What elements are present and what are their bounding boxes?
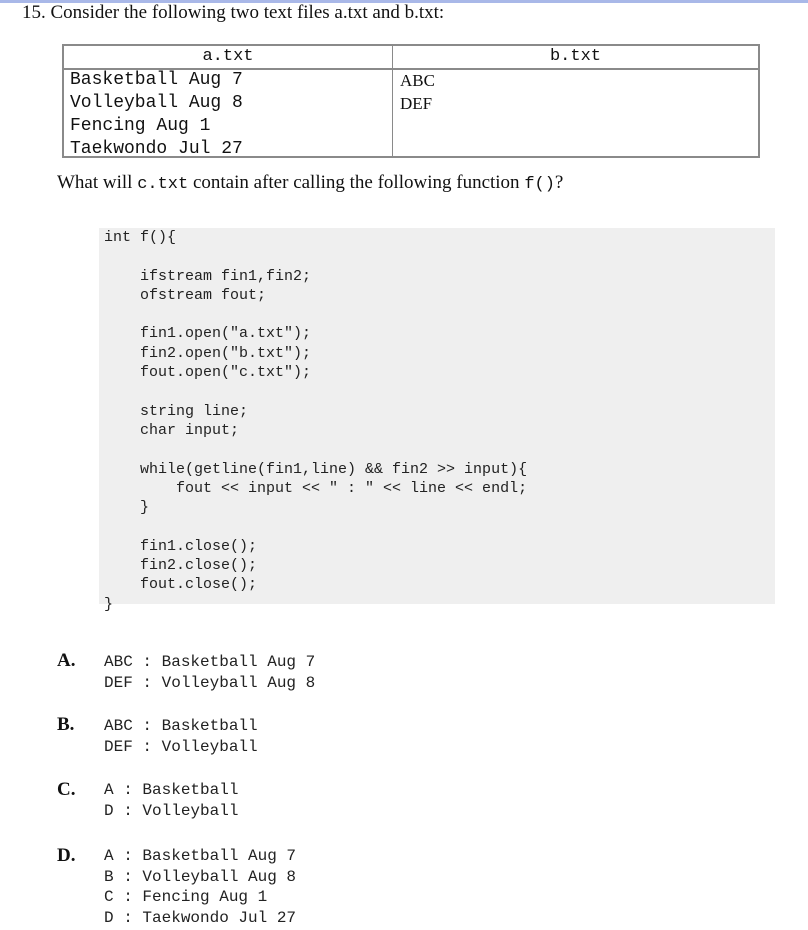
option-b-letter: B. [57, 714, 75, 735]
option-c-letter: C. [57, 779, 76, 800]
header-b-txt: b.txt [549, 47, 601, 66]
question-title: 15. Consider the following two text files a.txt and b.txt: [22, 2, 445, 23]
code-line [104, 440, 527, 459]
a-txt-line: Volleyball Aug 8 [70, 93, 243, 113]
option-line: A : Basketball Aug 7 [104, 847, 297, 865]
option-line: D : Taekwondo Jul 27 [104, 908, 297, 927]
code-line: fout.open("c.txt"); [104, 364, 312, 382]
prompt-text: What will [57, 172, 138, 193]
code-line: fin2.close(); [104, 557, 258, 575]
code-line: ofstream fout; [104, 286, 267, 304]
option-b[interactable] [104, 716, 258, 757]
code-block [104, 228, 527, 614]
code-line: while(getline(fin1,line) && fin2 >> input){ [104, 460, 528, 478]
prompt-code-function: f() [524, 175, 555, 194]
a-txt-line: Fencing Aug 1 [70, 116, 211, 136]
option-line: D : Volleyball [104, 801, 239, 820]
option-a[interactable] [104, 652, 315, 693]
a-txt-line: Basketball Aug 7 [70, 70, 243, 90]
option-line: A : Basketball [104, 781, 239, 799]
code-line [104, 305, 527, 324]
code-line [104, 382, 527, 401]
b-txt-line: ABC [400, 71, 435, 90]
code-line: fin1.close(); [104, 537, 258, 555]
code-line: fout << input << " : " << line << endl; [104, 479, 528, 497]
code-line: fin2.open("b.txt"); [104, 344, 312, 362]
code-line: fout.close(); [104, 576, 258, 594]
code-line: ifstream fin1,fin2; [104, 267, 312, 285]
option-a-letter: A. [57, 650, 76, 671]
code-line: int f(){ [104, 229, 177, 246]
option-line: C : Fencing Aug 1 [104, 888, 268, 906]
option-line: B : Volleyball Aug 8 [104, 867, 297, 886]
b-txt-line: DEF [400, 94, 433, 113]
option-line: DEF : Volleyball [104, 737, 258, 756]
option-c[interactable] [104, 780, 238, 821]
code-line: } [104, 499, 150, 517]
header-a-txt: a.txt [202, 47, 254, 66]
a-txt-contents [70, 69, 243, 161]
prompt-code-filename: c.txt [137, 175, 189, 194]
option-line: ABC : Basketball [104, 717, 258, 735]
code-line: string line; [104, 402, 249, 420]
code-line: fin1.open("a.txt"); [104, 325, 312, 343]
code-line: char input; [104, 421, 240, 439]
question-prompt [57, 172, 563, 194]
code-line [104, 247, 527, 266]
code-line: } [104, 595, 114, 613]
option-line: ABC : Basketball Aug 7 [104, 653, 316, 671]
code-line [104, 517, 527, 536]
prompt-text: contain after calling the following function [188, 172, 525, 193]
option-line: DEF : Volleyball Aug 8 [104, 673, 316, 692]
option-d-letter: D. [57, 845, 76, 866]
option-d[interactable] [104, 846, 296, 928]
prompt-text: ? [554, 172, 564, 193]
files-table [62, 44, 760, 158]
a-txt-line: Taekwondo Jul 27 [70, 139, 243, 159]
b-txt-contents [400, 69, 435, 115]
